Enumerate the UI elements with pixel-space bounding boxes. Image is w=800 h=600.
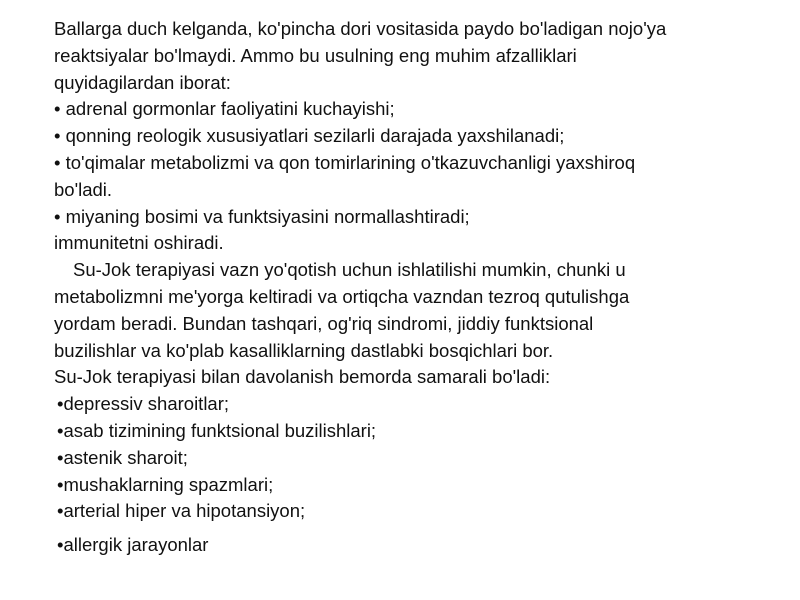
bullet-item: •astenik sharoit; <box>57 446 188 468</box>
paragraph-line: reaktsiyalar bo'lmaydi. Ammo bu usulning eng muhim afzalliklari <box>54 44 577 66</box>
paragraph-line: metabolizmni me'yorga keltiradi va ortiqcha vazndan tezroq qutulishga <box>54 285 630 307</box>
bullet-item: •allergik jarayonlar <box>57 534 209 556</box>
bullet-item: • miyaning bosimi va funktsiyasini normallashtiradi; <box>54 205 470 227</box>
bullet-item-continuation: bo'ladi. <box>54 178 113 200</box>
bullet-item: •depressiv sharoitlar; <box>57 393 230 415</box>
document-text <box>54 16 774 559</box>
paragraph-line: Su-Jok terapiyasi bilan davolanish bemorda samarali bo'ladi: <box>54 366 551 388</box>
bullet-item: •mushaklarning spazmlari; <box>57 473 274 495</box>
paragraph-line: quyidagilardan iborat: <box>54 71 231 93</box>
paragraph-line: yordam beradi. Bundan tashqari, og'riq sindromi, jiddiy funktsional <box>54 312 594 334</box>
bullet-item: • to'qimalar metabolizmi va qon tomirlarining o'tkazuvchanligi yaxshiroq <box>54 151 636 173</box>
bullet-item: • qonning reologik xususiyatlari sezilarli darajada yaxshilanadi; <box>54 125 565 147</box>
bullet-item: •arterial hiper va hipotansiyon; <box>57 500 306 522</box>
paragraph-line: Ballarga duch kelganda, ko'pincha dori vositasida paydo bo'ladigan nojo'ya <box>54 18 667 39</box>
paragraph-line: Su-Jok terapiyasi vazn yo'qotish uchun ishlatilishi mumkin, chunki u <box>73 259 626 281</box>
bullet-item: • adrenal gormonlar faoliyatini kuchayishi; <box>54 98 395 120</box>
bullet-item: •asab tizimining funktsional buzilishlari; <box>57 419 377 441</box>
paragraph-line: buzilishlar va ko'plab kasalliklarning dastlabki bosqichlari bor. <box>54 339 554 361</box>
paragraph-line: immunitetni oshiradi. <box>54 232 224 254</box>
